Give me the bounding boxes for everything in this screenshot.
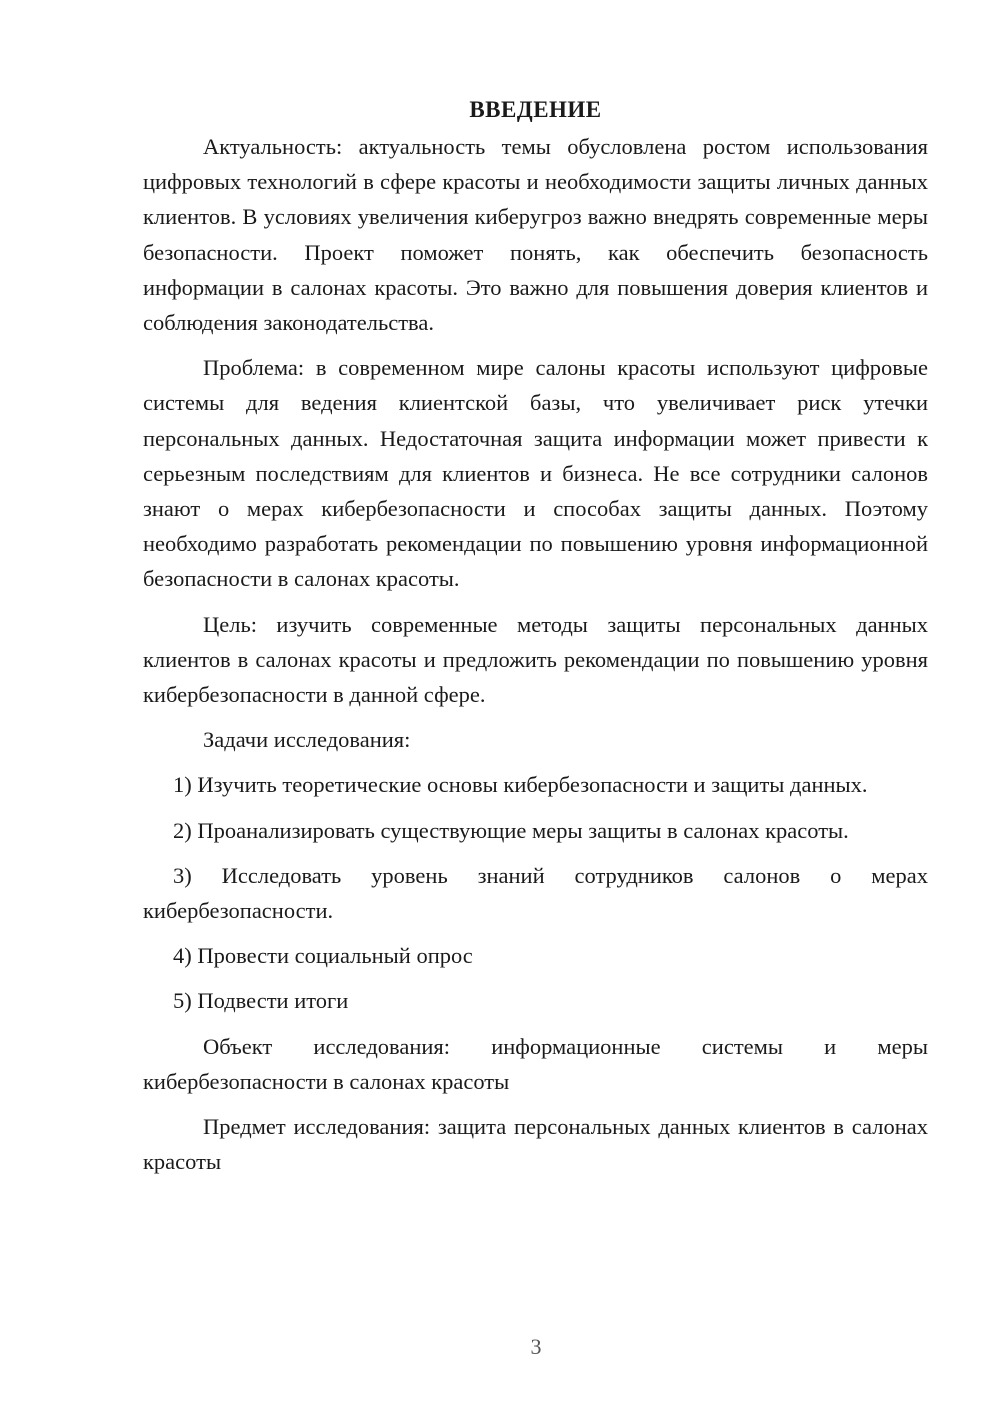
task-item: 3) Исследовать уровень знаний сотрудников салонов о мерах кибербезопасности.: [143, 862, 928, 924]
section-title: ВВЕДЕНИЕ: [469, 97, 602, 122]
task-item: 2) Проанализировать существующие меры защиты в салонах красоты.: [173, 817, 849, 843]
research-subject-paragraph: Предмет исследования: защита персональных данных клиентов в салонах красоты: [143, 1114, 928, 1175]
problem-paragraph: Проблема: в современном мире салоны красоты используют цифровые системы для ведения клиентской базы, что увеличивает риск утечки персональных данных. Недостаточная защита информации может привести к серьезным последствиям для клиентов и бизнеса. Не все сотрудники салонов знают о мерах кибербезопасности и способах защиты данных. Поэтому необходимо разработать рекомендации по повышению уровня информационной безопасности в салонах красоты.: [143, 355, 928, 592]
task-item: 1) Изучить теоретические основы кибербезопасности и защиты данных.: [173, 772, 868, 798]
task-item: 5) Подвести итоги: [173, 988, 349, 1014]
research-object-paragraph: Объект исследования: информационные системы и меры кибербезопасности в салонах красоты: [143, 1033, 928, 1094]
relevance-paragraph: Актуальность: актуальность темы обусловлена ростом использования цифровых технологий в сфере красоты и необходимости защиты личных данных клиентов. В условиях увеличения киберугроз важно внедрять современные меры безопасности. Проект поможет понять, как обеспечить безопасность информации в салонах красоты. Это важно для повышения доверия клиентов и соблюдения законодательства.: [143, 134, 928, 336]
tasks-heading: Задачи исследования:: [203, 727, 411, 753]
goal-paragraph: Цель: изучить современные методы защиты персональных данных клиентов в салонах красоты и предложить рекомендации по повышению уровня кибербезопасности в данной сфере.: [143, 611, 928, 708]
task-item: 4) Провести социальный опрос: [173, 943, 473, 969]
page-number: 3: [530, 1334, 542, 1359]
document-page: [143, 92, 928, 1189]
